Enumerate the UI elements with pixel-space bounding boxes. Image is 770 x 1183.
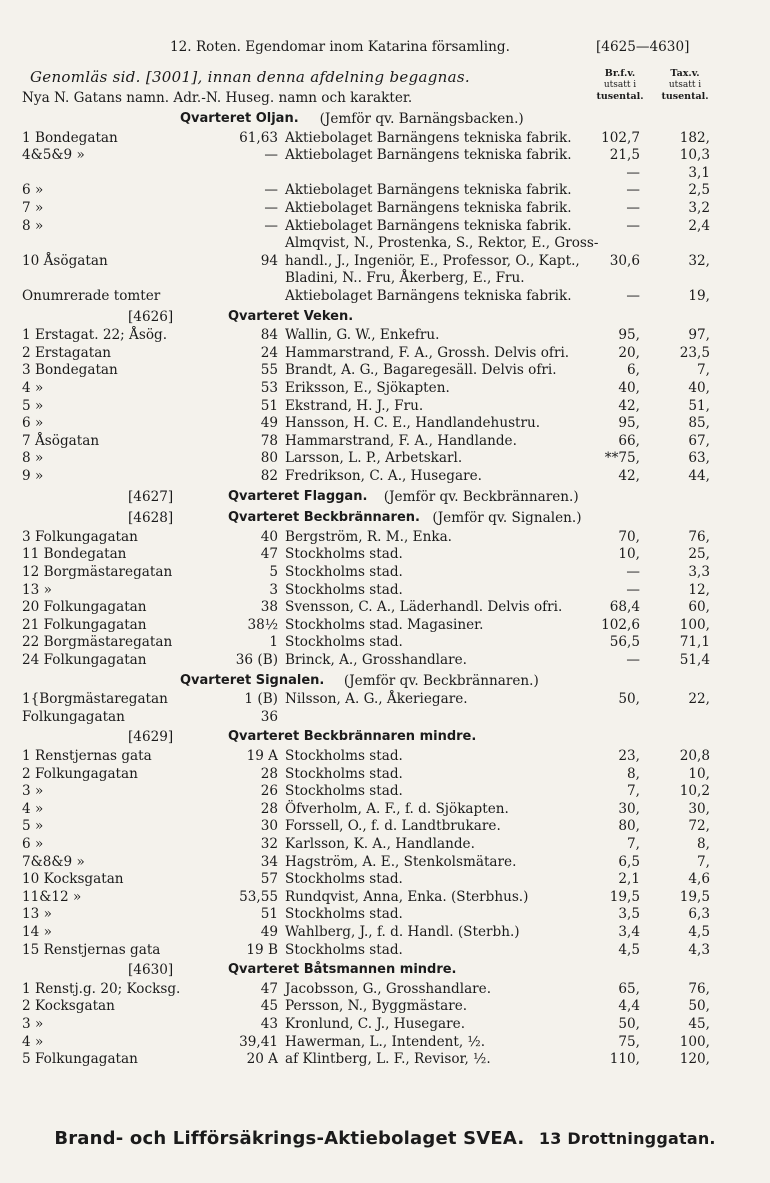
address-number: 49 bbox=[260, 924, 278, 940]
fire-insurance-value: 40, bbox=[618, 380, 640, 396]
street-name: Onumrerade tomter bbox=[22, 288, 161, 304]
fire-insurance-value: 95, bbox=[618, 415, 640, 432]
address-number: 28 bbox=[260, 800, 278, 817]
tax-value: 60, bbox=[688, 599, 710, 616]
owner-name: Hammarstrand, F. A., Grossh. Delvis ofri. bbox=[285, 344, 570, 361]
address-number: 55 bbox=[260, 362, 278, 379]
tax-value: 10,2 bbox=[679, 783, 710, 800]
owner-name: Rundqvist, Anna, Enka. (Sterbhus.) bbox=[285, 888, 529, 905]
table-row bbox=[0, 164, 770, 182]
street-name: 14 » bbox=[22, 924, 52, 940]
tax-value: 44, bbox=[688, 468, 710, 484]
table-row bbox=[0, 853, 770, 871]
table-row bbox=[0, 252, 770, 270]
owner-name: Stockholms stad. bbox=[285, 564, 403, 580]
street-name: 1 Renstjernas gata bbox=[22, 748, 152, 764]
street-name: 11&12 » bbox=[22, 888, 82, 905]
section-code: [4626] bbox=[128, 308, 174, 325]
owner-name: Stockholms stad. bbox=[285, 581, 403, 598]
table-row bbox=[0, 129, 770, 147]
table-row bbox=[0, 361, 770, 379]
fire-insurance-value: 30,6 bbox=[609, 252, 640, 269]
owner-name: Stockholms stad. bbox=[285, 783, 403, 800]
fire-insurance-value: — bbox=[626, 164, 640, 181]
columns-label-line bbox=[0, 89, 770, 107]
fire-insurance-value: 75, bbox=[618, 1033, 640, 1050]
street-name: 7&8&9 » bbox=[22, 853, 85, 870]
table-row bbox=[0, 269, 770, 287]
section-title: Qvarteret Beckbrännaren. bbox=[228, 510, 420, 526]
owner-name: Aktiebolaget Barnängens tekniska fabrik. bbox=[285, 129, 572, 146]
col-br-header: Br.f.v. utsatt i tusental. bbox=[596, 68, 644, 102]
street-name: 6 » bbox=[22, 836, 44, 852]
tax-value: 3,2 bbox=[688, 200, 710, 216]
owner-name: Hagström, A. E., Stenkolsmätare. bbox=[285, 853, 517, 870]
fire-insurance-value: — bbox=[626, 652, 640, 668]
table-row bbox=[0, 800, 770, 818]
address-number: 45 bbox=[260, 998, 278, 1015]
owner-name: Almqvist, N., Prostenka, S., Rektor, E., Gross- bbox=[285, 235, 599, 252]
address-number: 3 bbox=[269, 581, 278, 598]
tax-value: 10, bbox=[688, 765, 710, 782]
fire-insurance-value: 42, bbox=[618, 397, 640, 414]
tax-value: 30, bbox=[688, 800, 710, 817]
address-number: 19 A bbox=[246, 748, 278, 764]
address-number: 20 A bbox=[246, 1051, 278, 1068]
table-row bbox=[0, 708, 770, 726]
section-code: [4627] bbox=[128, 488, 174, 505]
section-title: Qvarteret Oljan. bbox=[180, 111, 299, 126]
owner-name: Stockholms stad. bbox=[285, 941, 403, 958]
address-number: 47 bbox=[260, 980, 278, 997]
table-row bbox=[0, 234, 770, 252]
address-number: 1 bbox=[269, 634, 278, 651]
address-number: — bbox=[264, 200, 278, 216]
street-name: 4 » bbox=[22, 1033, 44, 1050]
address-number: — bbox=[264, 217, 278, 234]
fire-insurance-value: 8, bbox=[627, 765, 640, 782]
tax-value: 22, bbox=[688, 691, 710, 708]
fire-insurance-value: 65, bbox=[618, 980, 640, 997]
owner-name: Stockholms stad. bbox=[285, 748, 403, 764]
section-title: Qvarteret Signalen. bbox=[180, 672, 325, 688]
section-title: Qvarteret Flaggan. bbox=[228, 488, 368, 504]
fire-insurance-value: 7, bbox=[627, 836, 640, 852]
owner-name: Aktiebolaget Barnängens tekniska fabrik. bbox=[285, 217, 572, 234]
address-number: 38½ bbox=[247, 616, 278, 633]
address-number: 57 bbox=[260, 871, 278, 888]
street-name: 10 Kocksgatan bbox=[22, 871, 124, 888]
tax-value: 25, bbox=[688, 546, 710, 563]
table-row bbox=[0, 747, 770, 765]
table-row bbox=[0, 563, 770, 581]
street-name: 4 » bbox=[22, 380, 44, 396]
table-row bbox=[0, 888, 770, 906]
table-row bbox=[0, 397, 770, 415]
tax-value: 2,4 bbox=[688, 217, 710, 234]
table-row bbox=[0, 326, 770, 344]
tax-value: 63, bbox=[688, 450, 710, 467]
section-heading bbox=[0, 961, 770, 979]
address-number: 53 bbox=[260, 380, 278, 396]
section-code: [4628] bbox=[128, 510, 174, 527]
address-number: 28 bbox=[260, 765, 278, 782]
owner-name: Karlsson, K. A., Handlande. bbox=[285, 836, 475, 852]
address-number: 80 bbox=[260, 450, 278, 467]
fire-insurance-value: — bbox=[626, 182, 640, 199]
owner-name: Aktiebolaget Barnängens tekniska fabrik. bbox=[285, 288, 572, 304]
fire-insurance-value: — bbox=[626, 217, 640, 234]
page-range: [4625—4630] bbox=[596, 39, 690, 55]
tax-value: 120, bbox=[679, 1051, 710, 1068]
street-name: 1 Bondegatan bbox=[22, 129, 118, 146]
address-number: 36 bbox=[260, 708, 278, 725]
street-name: 3 Folkungagatan bbox=[22, 528, 138, 545]
tax-value: 72, bbox=[688, 818, 710, 835]
street-name: 10 Åsögatan bbox=[22, 252, 108, 269]
fire-insurance-value: 70, bbox=[618, 528, 640, 545]
fire-insurance-value: 7, bbox=[627, 783, 640, 800]
owner-name: Aktiebolaget Barnängens tekniska fabrik. bbox=[285, 147, 572, 164]
fire-insurance-value: 102,6 bbox=[601, 616, 640, 633]
section-code: [4630] bbox=[128, 962, 174, 979]
street-name: Folkungagatan bbox=[22, 708, 125, 725]
table-row bbox=[0, 1015, 770, 1033]
table-row bbox=[0, 633, 770, 651]
tax-value: 76, bbox=[688, 980, 710, 997]
table-row bbox=[0, 690, 770, 708]
tax-value: 100, bbox=[679, 616, 710, 633]
street-name: 6 » bbox=[22, 415, 44, 432]
address-number: 84 bbox=[260, 327, 278, 344]
tax-value: 19, bbox=[688, 288, 710, 304]
owner-name: Wallin, G. W., Enkefru. bbox=[285, 327, 440, 344]
section-note: (Jemför qv. Beckbrännaren.) bbox=[383, 488, 579, 505]
owner-name: Hawerman, L., Intendent, ½. bbox=[285, 1033, 486, 1050]
table-row bbox=[0, 379, 770, 397]
address-number: 19 B bbox=[246, 941, 278, 958]
table-row bbox=[0, 980, 770, 998]
table-row bbox=[0, 217, 770, 235]
section-heading bbox=[0, 728, 770, 746]
fire-insurance-value: 66, bbox=[618, 432, 640, 449]
section-heading bbox=[0, 110, 770, 128]
table-row bbox=[0, 870, 770, 888]
fire-insurance-value: 68,4 bbox=[609, 599, 640, 616]
tax-value: 182, bbox=[679, 129, 710, 146]
street-name: 9 » bbox=[22, 468, 44, 484]
address-number: 24 bbox=[260, 344, 278, 361]
owner-name: handl., J., Ingeniör, E., Professor, O., Kapt., bbox=[285, 252, 580, 269]
owner-name: Eriksson, E., Sjökapten. bbox=[285, 380, 450, 396]
fire-insurance-value: — bbox=[626, 200, 640, 216]
fire-insurance-value: — bbox=[626, 564, 640, 580]
street-name: 13 » bbox=[22, 906, 52, 923]
owner-name: Stockholms stad. bbox=[285, 634, 403, 651]
section-title: Qvarteret Beckbrännaren mindre. bbox=[228, 729, 477, 745]
fire-insurance-value: — bbox=[626, 581, 640, 598]
street-name: 15 Renstjernas gata bbox=[22, 941, 161, 958]
street-name: 2 Erstagatan bbox=[22, 344, 112, 361]
tax-value: 8, bbox=[697, 836, 710, 852]
street-name: 1 Renstj.g. 20; Kocksg. bbox=[22, 980, 181, 997]
owner-name: Svensson, C. A., Läderhandl. Delvis ofri. bbox=[285, 599, 563, 616]
street-name: 21 Folkungagatan bbox=[22, 616, 147, 633]
table-row bbox=[0, 344, 770, 362]
table-row bbox=[0, 923, 770, 941]
address-number: 43 bbox=[260, 1016, 278, 1032]
fire-insurance-value: 19,5 bbox=[609, 888, 640, 905]
owner-name: Stockholms stad. bbox=[285, 906, 403, 923]
fire-insurance-value: 56,5 bbox=[609, 634, 640, 651]
address-number: 40 bbox=[260, 528, 278, 545]
fire-insurance-value: 6,5 bbox=[618, 853, 640, 870]
section-heading bbox=[0, 509, 770, 527]
section-title: Qvarteret Båtsmannen mindre. bbox=[228, 962, 457, 978]
owner-name: Bergström, R. M., Enka. bbox=[285, 528, 452, 545]
tax-value: 23,5 bbox=[679, 344, 710, 361]
fire-insurance-value: 21,5 bbox=[609, 147, 640, 164]
table-row bbox=[0, 905, 770, 923]
street-name: 5 » bbox=[22, 397, 44, 414]
owner-name: Nilsson, A. G., Åkeriegare. bbox=[285, 691, 468, 708]
fire-insurance-value: 50, bbox=[618, 1016, 640, 1032]
table-row bbox=[0, 449, 770, 467]
tax-value: 19,5 bbox=[679, 888, 710, 905]
table-row bbox=[0, 765, 770, 783]
footer-advert: Brand- och Lifförsäkrings-Aktiebolaget SVEA. 13 Drottninggatan. bbox=[54, 1128, 716, 1149]
street-name: 20 Folkungagatan bbox=[22, 599, 147, 616]
owner-name: Brinck, A., Grosshandlare. bbox=[285, 652, 467, 668]
owner-name: Bladini, N.. Fru, Åkerberg, E., Fru. bbox=[285, 270, 525, 287]
tax-value: 7, bbox=[697, 362, 710, 379]
tax-value: 97, bbox=[688, 327, 710, 344]
table-row bbox=[0, 817, 770, 835]
owner-name: Forssell, O., f. d. Landtbrukare. bbox=[285, 818, 501, 835]
street-name: 4&5&9 » bbox=[22, 147, 85, 164]
tax-value: 4,3 bbox=[688, 941, 710, 958]
owner-name: Wahlberg, J., f. d. Handl. (Sterbh.) bbox=[285, 924, 520, 940]
owner-name: Kronlund, C. J., Husegare. bbox=[285, 1016, 466, 1032]
address-number: 34 bbox=[260, 853, 278, 870]
owner-name: Stockholms stad. bbox=[285, 546, 403, 563]
tax-value: 45, bbox=[688, 1016, 710, 1032]
table-row bbox=[0, 545, 770, 563]
tax-value: 12, bbox=[688, 581, 710, 598]
owner-name: af Klintberg, L. F., Revisor, ½. bbox=[285, 1051, 491, 1068]
table-row bbox=[0, 199, 770, 217]
table-row bbox=[0, 1033, 770, 1051]
section-note: (Jemför qv. Beckbrännaren.) bbox=[343, 672, 539, 689]
table-row bbox=[0, 181, 770, 199]
street-name: 2 Folkungagatan bbox=[22, 765, 138, 782]
street-name: 1{Borgmästaregatan bbox=[22, 691, 168, 708]
tax-value: 10,3 bbox=[679, 147, 710, 164]
address-number: — bbox=[264, 182, 278, 199]
tax-value: 2,5 bbox=[688, 182, 710, 199]
page-header bbox=[0, 38, 770, 56]
fire-insurance-value: 30, bbox=[618, 800, 640, 817]
tax-value: 85, bbox=[688, 415, 710, 432]
owner-name: Persson, N., Byggmästare. bbox=[285, 998, 468, 1015]
street-name: 3 » bbox=[22, 1016, 44, 1032]
address-number: 78 bbox=[260, 432, 278, 449]
fire-insurance-value: 102,7 bbox=[601, 129, 640, 146]
fire-insurance-value: 42, bbox=[618, 468, 640, 484]
owner-name: Stockholms stad. bbox=[285, 871, 403, 888]
section-heading bbox=[0, 672, 770, 690]
address-number: 32 bbox=[260, 836, 278, 852]
street-name: 22 Borgmästaregatan bbox=[22, 634, 173, 651]
owner-name: Ekstrand, H. J., Fru. bbox=[285, 397, 424, 414]
street-name: 3 Bondegatan bbox=[22, 362, 118, 379]
fire-insurance-value: 3,5 bbox=[618, 906, 640, 923]
owner-name: Stockholms stad. bbox=[285, 765, 403, 782]
tax-value: 71,1 bbox=[679, 634, 710, 651]
tax-value: 4,5 bbox=[688, 924, 710, 940]
address-number: 47 bbox=[260, 546, 278, 563]
table-row bbox=[0, 997, 770, 1015]
tax-value: 3,1 bbox=[688, 164, 710, 181]
address-number: 36 (B) bbox=[235, 652, 278, 668]
table-row bbox=[0, 835, 770, 853]
address-number: 38 bbox=[260, 599, 278, 616]
section-note: (Jemför qv. Barnängsbacken.) bbox=[319, 111, 524, 127]
street-name: 4 » bbox=[22, 800, 44, 817]
table-row bbox=[0, 1050, 770, 1068]
table-row bbox=[0, 287, 770, 305]
table-row bbox=[0, 651, 770, 669]
fire-insurance-value: 110, bbox=[609, 1051, 640, 1068]
fire-insurance-value: 6, bbox=[627, 362, 640, 379]
street-name: 13 » bbox=[22, 581, 52, 598]
fire-insurance-value: — bbox=[626, 288, 640, 304]
owner-name: Hammarstrand, F. A., Handlande. bbox=[285, 432, 517, 449]
address-number: 51 bbox=[260, 397, 278, 414]
owner-name: Brandt, A. G., Bagaregesäll. Delvis ofri. bbox=[285, 362, 557, 379]
owner-name: Hansson, H. C. E., Handlandehustru. bbox=[285, 415, 541, 432]
address-number: 39,41 bbox=[239, 1033, 278, 1050]
owner-name: Jacobsson, G., Grosshandlare. bbox=[285, 980, 492, 997]
page-title: 12. Roten. Egendomar inom Katarina församling. bbox=[170, 39, 510, 55]
fire-insurance-value: 2,1 bbox=[618, 871, 640, 888]
street-name: 12 Borgmästaregatan bbox=[22, 564, 173, 580]
address-number: 30 bbox=[260, 818, 278, 835]
street-name: 6 » bbox=[22, 182, 44, 199]
street-name: 5 Folkungagatan bbox=[22, 1051, 138, 1068]
tax-value: 51, bbox=[688, 397, 710, 414]
table-row bbox=[0, 432, 770, 450]
section-heading bbox=[0, 308, 770, 326]
tax-value: 20,8 bbox=[679, 748, 710, 764]
address-number: 5 bbox=[269, 564, 278, 580]
fire-insurance-value: 4,4 bbox=[618, 998, 640, 1015]
street-name: 3 » bbox=[22, 783, 44, 800]
street-name: 7 » bbox=[22, 200, 44, 216]
col-tax-header: Tax.v. utsatt i tusental. bbox=[661, 68, 709, 102]
street-name: 1 Erstagat. 22; Åsög. bbox=[22, 327, 168, 344]
owner-name: Aktiebolaget Barnängens tekniska fabrik. bbox=[285, 182, 572, 199]
section-code: [4629] bbox=[128, 729, 174, 746]
address-number: 53,55 bbox=[239, 888, 278, 905]
fire-insurance-value: 3,4 bbox=[618, 924, 640, 940]
owner-name: Stockholms stad. Magasiner. bbox=[285, 616, 484, 633]
tax-value: 50, bbox=[688, 998, 710, 1015]
fire-insurance-value: 20, bbox=[618, 344, 640, 361]
address-number: 51 bbox=[260, 906, 278, 923]
street-name: 8 » bbox=[22, 450, 44, 467]
tax-value: 32, bbox=[688, 252, 710, 269]
owner-name: Fredrikson, C. A., Husegare. bbox=[285, 468, 482, 484]
section-note: (Jemför qv. Signalen.) bbox=[432, 510, 582, 527]
street-name: 24 Folkungagatan bbox=[22, 652, 147, 668]
fire-insurance-value: 95, bbox=[618, 327, 640, 344]
address-number: 82 bbox=[260, 468, 278, 484]
fire-insurance-value: 50, bbox=[618, 691, 640, 708]
owner-name: Larsson, L. P., Arbetskarl. bbox=[285, 450, 463, 467]
table-row bbox=[0, 146, 770, 164]
tax-value: 76, bbox=[688, 528, 710, 545]
table-row bbox=[0, 581, 770, 599]
table-row bbox=[0, 941, 770, 959]
fire-insurance-value: 4,5 bbox=[618, 941, 640, 958]
address-number: 49 bbox=[260, 415, 278, 432]
tax-value: 67, bbox=[688, 432, 710, 449]
fire-insurance-value: 80, bbox=[618, 818, 640, 835]
tax-value: 4,6 bbox=[688, 871, 710, 888]
table-row bbox=[0, 528, 770, 546]
address-number: 1 (B) bbox=[244, 691, 278, 708]
street-name: 7 Åsögatan bbox=[22, 432, 100, 449]
owner-name: Öfverholm, A. F., f. d. Sjökapten. bbox=[285, 800, 509, 817]
tax-value: 51,4 bbox=[679, 652, 710, 668]
address-number: 94 bbox=[260, 252, 278, 269]
tax-value: 6,3 bbox=[688, 906, 710, 923]
fire-insurance-value: 10, bbox=[618, 546, 640, 563]
table-row bbox=[0, 467, 770, 485]
section-heading bbox=[0, 488, 770, 506]
table-row bbox=[0, 414, 770, 432]
usage-notice: Genomläs sid. [3001], innan denna afdelning begagnas. bbox=[30, 68, 470, 86]
fire-insurance-value: **75, bbox=[604, 450, 640, 467]
street-name: 11 Bondegatan bbox=[22, 546, 127, 563]
street-name: 8 » bbox=[22, 217, 44, 234]
street-name: 2 Kocksgatan bbox=[22, 998, 115, 1015]
address-number: — bbox=[264, 147, 278, 164]
columns-label: Nya N. Gatans namn. Adr.-N. Huseg. namn och karakter. bbox=[22, 90, 413, 106]
section-title: Qvarteret Veken. bbox=[228, 308, 354, 324]
street-name: 5 » bbox=[22, 818, 44, 835]
table-row bbox=[0, 598, 770, 616]
address-number: 61,63 bbox=[239, 129, 278, 146]
address-number: 26 bbox=[260, 783, 278, 800]
tax-value: 100, bbox=[679, 1033, 710, 1050]
table-row bbox=[0, 616, 770, 634]
table-row bbox=[0, 782, 770, 800]
tax-value: 7, bbox=[697, 853, 710, 870]
owner-name: Aktiebolaget Barnängens tekniska fabrik. bbox=[285, 200, 572, 216]
tax-value: 3,3 bbox=[688, 564, 710, 580]
fire-insurance-value: 23, bbox=[618, 748, 640, 764]
tax-value: 40, bbox=[688, 380, 710, 396]
